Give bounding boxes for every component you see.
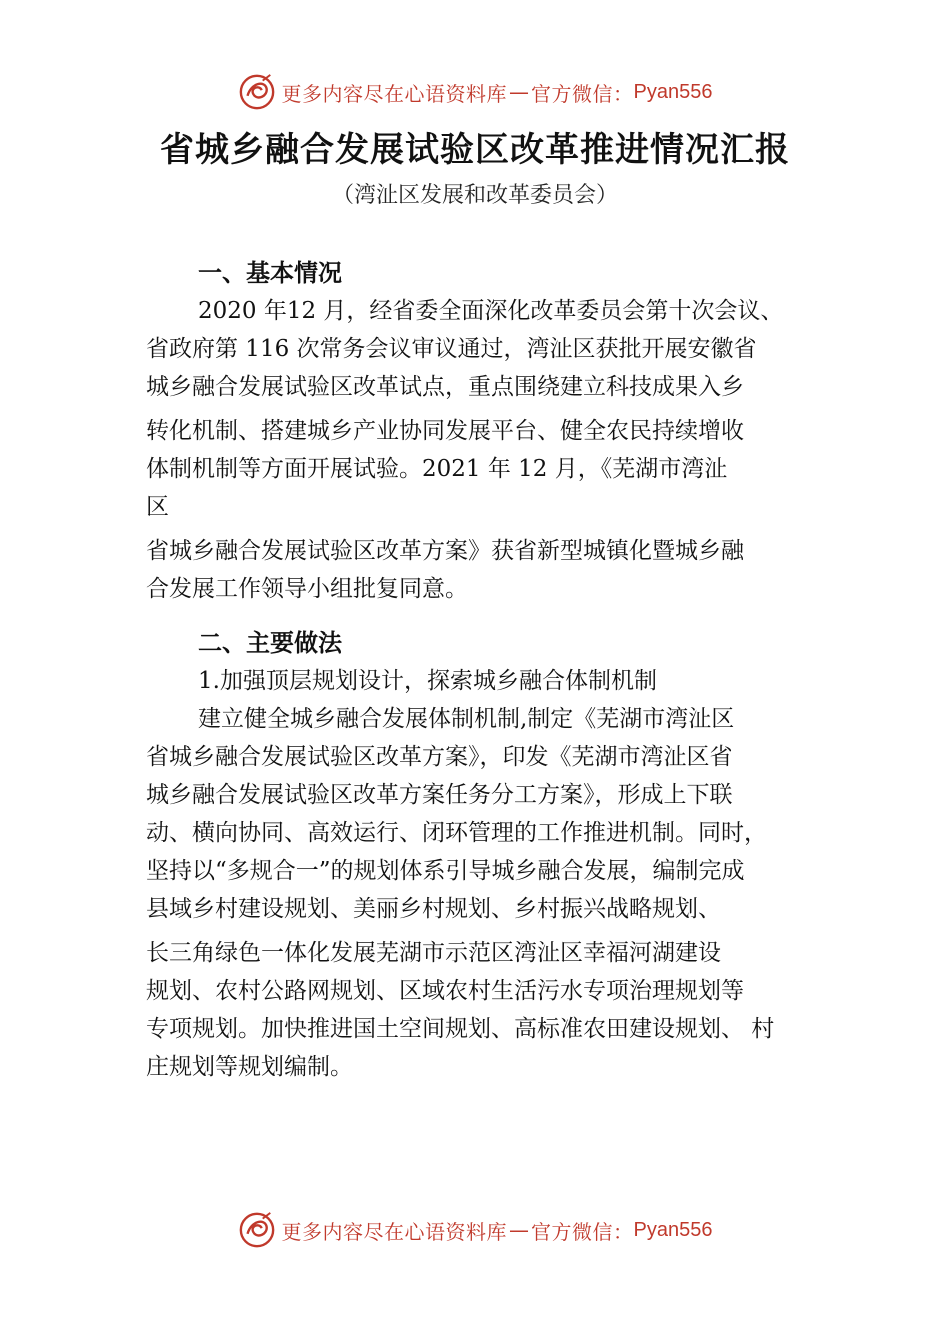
paragraph-line: 合发展工作领导小组批复同意。	[146, 576, 468, 602]
paragraph-line: 动、横向协同、高效运行、闭环管理的工作推进机制。同时，	[146, 820, 767, 846]
watermark-account: Pyan556	[633, 80, 713, 103]
paragraph-line: 专项规划。加快推进国土空间规划、高标准农田建设规划、 村	[146, 1016, 775, 1042]
watermark-text: 更多内容尽在心语资料库	[281, 1219, 508, 1244]
paragraph-line: 庄规划等规划编制。	[146, 1054, 353, 1080]
watermark-label: 官方微信：	[531, 81, 634, 106]
paragraph-line: 转化机制、搭建城乡产业协同发展平台、健全农民持续增收	[146, 418, 744, 444]
paragraph-line: 城乡融合发展试验区改革试点，重点围绕建立科技成果入乡	[146, 374, 744, 400]
watermark-separator: —	[509, 80, 530, 104]
section-heading-basic: 一、基本情况	[198, 259, 342, 287]
header-watermark	[0, 70, 950, 114]
paragraph-line: 省政府第 116 次常务会议审议通过，湾沚区获批开展安徽省	[146, 336, 757, 362]
watermark-separator: —	[509, 1218, 530, 1242]
subsection-heading: 1.加强顶层规划设计，探索城乡融合体制机制	[198, 668, 657, 694]
swirl-logo-icon	[238, 1211, 276, 1249]
paragraph-line: 2020 年12 月，经省委全面深化改革委员会第十次会议、	[198, 298, 784, 324]
paragraph-line: 省城乡融合发展试验区改革方案》，印发《芜湖市湾沚区省	[146, 744, 733, 770]
paragraph-line: 县域乡村建设规划、美丽乡村规划、乡村振兴战略规划、	[146, 896, 721, 922]
paragraph-line: 城乡融合发展试验区改革方案任务分工方案》，形成上下联	[146, 782, 733, 808]
paragraph-line: 长三角绿色一体化发展芜湖市示范区湾沚区幸福河湖建设	[146, 940, 721, 966]
paragraph-line: 坚持以“多规合一”的规划体系引导城乡融合发展，编制完成	[146, 858, 745, 884]
paragraph-line: 省城乡融合发展试验区改革方案》获省新型城镇化暨城乡融	[146, 538, 744, 564]
paragraph-line: 建立健全城乡融合发展体制机制,制定《芜湖市湾沚区	[198, 706, 735, 732]
paragraph-line: 规划、农村公路网规划、区域农村生活污水专项治理规划等	[146, 978, 744, 1004]
document-subtitle: （湾沚区发展和改革委员会）	[331, 183, 618, 208]
paragraph-line: 区	[146, 494, 169, 520]
watermark-text: 更多内容尽在心语资料库	[281, 81, 508, 106]
section-heading-practices: 二、主要做法	[198, 629, 342, 657]
footer-watermark	[0, 1208, 950, 1252]
document-title: 省城乡融合发展试验区改革推进情况汇报	[160, 130, 790, 170]
document-body	[146, 254, 818, 1086]
paragraph-line: 体制机制等方面开展试验。2021 年 12 月，《芜湖市湾沚	[146, 456, 728, 482]
swirl-logo-icon	[238, 73, 276, 111]
watermark-label: 官方微信：	[531, 1219, 634, 1244]
watermark-account: Pyan556	[633, 1218, 713, 1241]
